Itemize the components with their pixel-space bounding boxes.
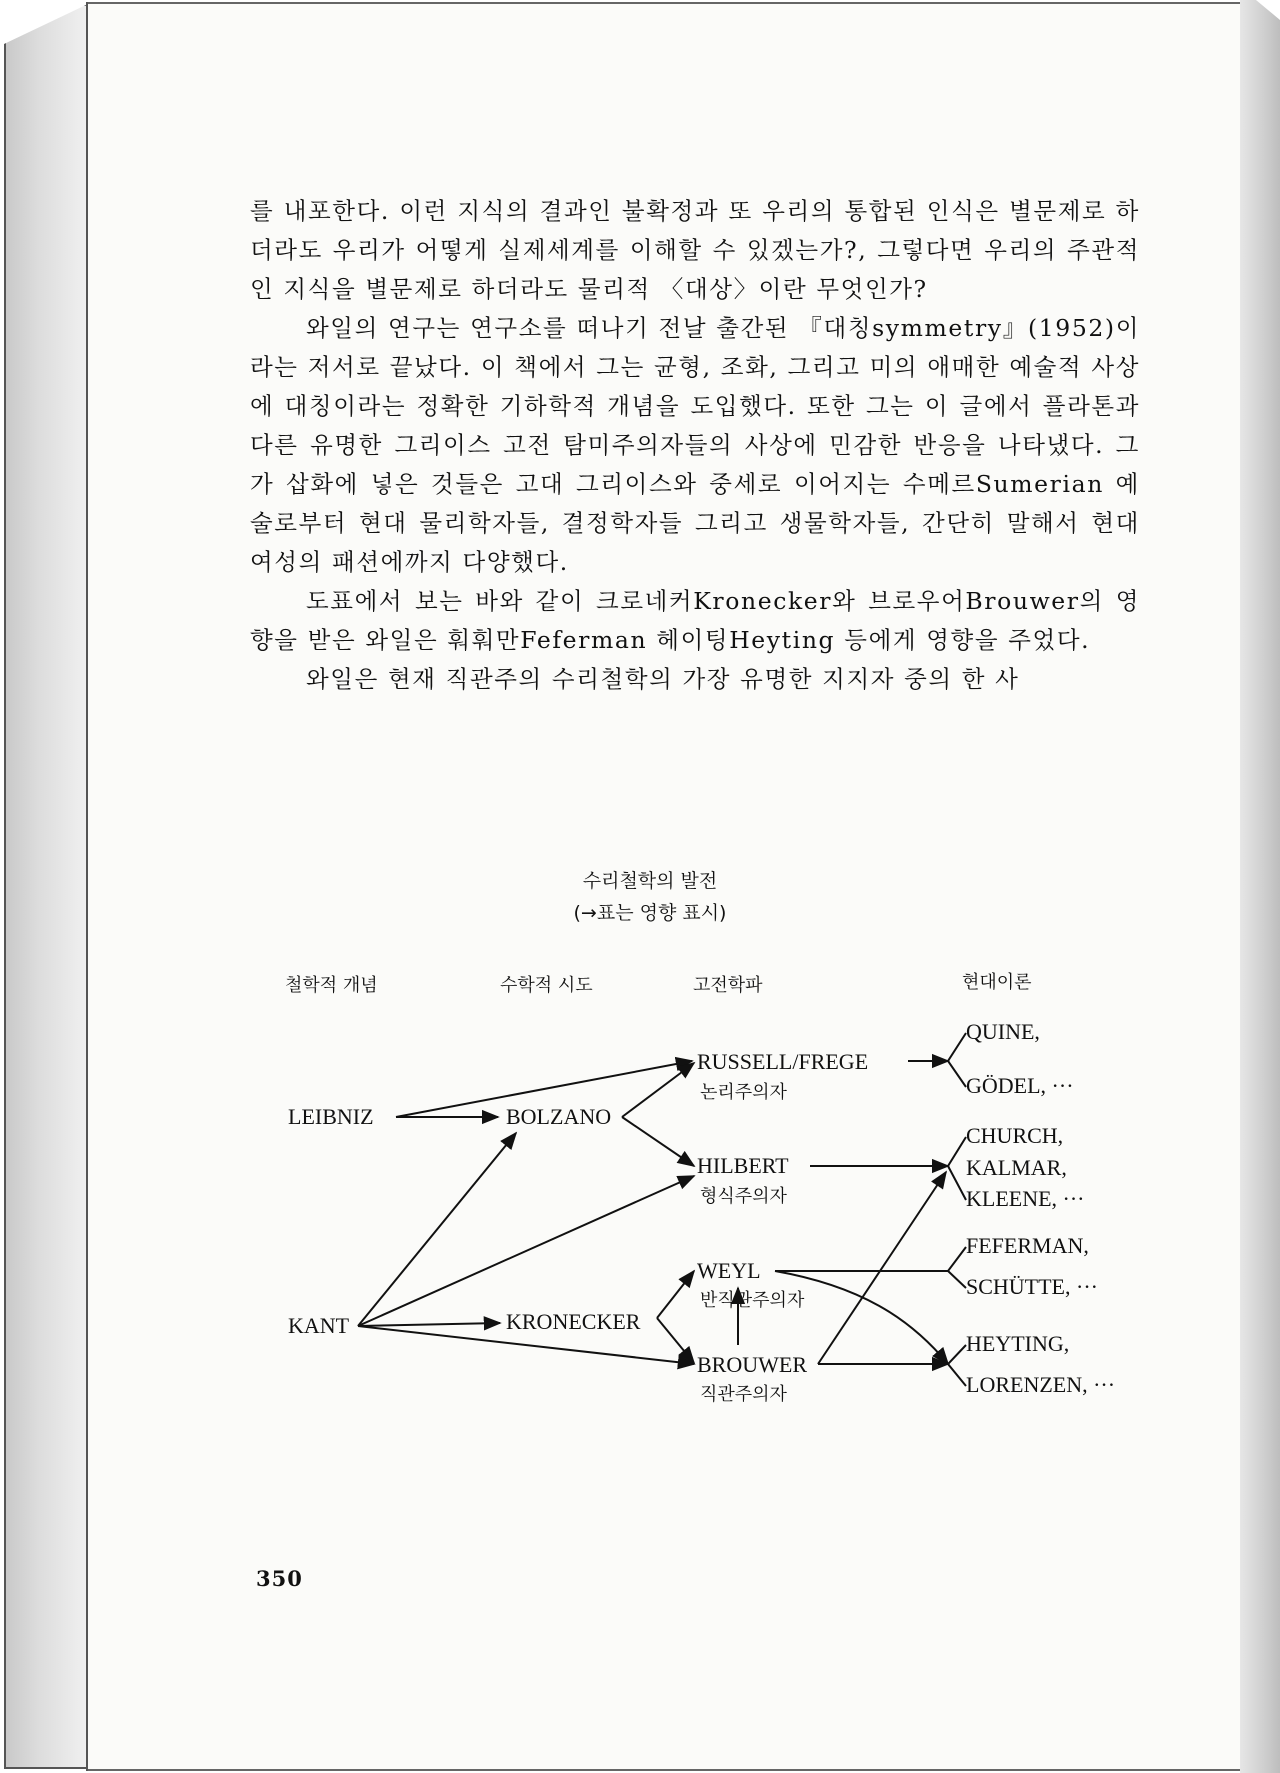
arrow-brouwer-kalmar bbox=[818, 1172, 946, 1364]
arrow-bolzano-russell bbox=[622, 1063, 694, 1117]
paragraph-4: 와일은 현재 직관주의 수리철학의 가장 유명한 지지자 중의 한 사 bbox=[306, 665, 1020, 693]
node-kalmar: KALMAR, bbox=[966, 1155, 1067, 1180]
node-church: CHURCH, bbox=[966, 1123, 1064, 1148]
node-kleene: KLEENE, ··· bbox=[966, 1186, 1085, 1211]
node-lorenzen: LORENZEN, ··· bbox=[966, 1372, 1116, 1397]
figure-title: 수리철학의 발전 bbox=[582, 870, 718, 892]
node-leibniz: LEIBNIZ bbox=[288, 1104, 374, 1129]
node-russell-frege: RUSSELL/FREGE bbox=[697, 1049, 869, 1074]
arrow-kronecker-weyl bbox=[657, 1271, 694, 1318]
figure-subtitle: (→표는 영향 표시) bbox=[573, 902, 727, 924]
paragraph-2: 와일의 연구는 연구소를 떠나기 전날 출간된 『대칭symmetry』(1952)이라는 저서로 끝났다. 이 책에서 그는 균형, 조화, 그리고 미의 애매한 예술적 사상에 대칭이라는 정확한 기하학적 개념을 도입했다. 또한 그는 이 글에서 플라톤과 다른 유명한 그리이스 고전 탐미주의자들의 사상에 민감한 반응을 나타냈다. 그가 삽화에 넣은 것들은 고대 그리이스와 중세로 이어지는 수메르Sumerian 예술로부터 현대 물리학자들, 결정학자들 그리고 생물학자들, 간단히 말해서 현대 여성의 패션에까지 다양했다. bbox=[250, 314, 1140, 576]
column-header-classical-schools: 고전학파 bbox=[693, 975, 763, 996]
node-hilbert: HILBERT bbox=[697, 1153, 789, 1178]
column-header-modern-theories: 현대이론 bbox=[962, 972, 1032, 993]
column-header-philosophical-concepts: 철학적 개념 bbox=[285, 975, 378, 996]
arrow-bolzano-hilbert bbox=[622, 1117, 694, 1166]
arrow-kronecker-brouwer bbox=[657, 1318, 694, 1363]
node-bolzano: BOLZANO bbox=[506, 1104, 612, 1129]
label-semi-intuitionism: 반직관주의자 bbox=[700, 1290, 805, 1311]
paragraph-1: 를 내포한다. 이런 지식의 결과인 불확정과 또 우리의 통합된 인식은 별문제로 하더라도 우리가 어떻게 실제세계를 이해할 수 있겠는가?, 그렇다면 우리의 주관적인 지식을 별문제로 하더라도 물리적 〈대상〉이란 무엇인가? bbox=[250, 197, 1140, 303]
column-header-mathematical-attempts: 수학적 시도 bbox=[500, 975, 593, 996]
arrow-kant-hilbert bbox=[358, 1176, 694, 1326]
node-kronecker: KRONECKER bbox=[506, 1309, 641, 1334]
label-logicism: 논리주의자 bbox=[700, 1082, 787, 1103]
node-heyting: HEYTING, bbox=[966, 1331, 1070, 1356]
page-number: 350 bbox=[256, 1566, 303, 1591]
bracket-feferman-schutte bbox=[948, 1247, 966, 1288]
arrow-kant-kronecker bbox=[358, 1323, 500, 1326]
label-formalism: 형식주의자 bbox=[700, 1186, 787, 1207]
node-quine: QUINE, bbox=[966, 1019, 1040, 1044]
paragraph-3: 도표에서 보는 바와 같이 크로네커Kronecker와 브로우어Brouwer의 영향을 받은 와일은 훠훠만Feferman 헤이팅Heyting 등에게 영향을 주었다. bbox=[250, 587, 1140, 654]
bracket-church-kleene bbox=[948, 1137, 966, 1200]
node-weyl: WEYL bbox=[697, 1258, 761, 1283]
bracket-heyting-lorenzen bbox=[948, 1345, 966, 1386]
arrow-weyl-heyting bbox=[775, 1271, 948, 1364]
label-intuitionism: 직관주의자 bbox=[700, 1384, 787, 1405]
bracket-quine-godel bbox=[948, 1033, 966, 1087]
node-feferman: FEFERMAN, bbox=[966, 1233, 1089, 1258]
node-schutte: SCHÜTTE, ··· bbox=[966, 1274, 1098, 1299]
node-kant: KANT bbox=[288, 1313, 350, 1338]
arrow-kant-bolzano bbox=[358, 1133, 516, 1326]
node-brouwer: BROUWER bbox=[697, 1352, 807, 1377]
node-godel: GÖDEL, ··· bbox=[966, 1073, 1074, 1098]
